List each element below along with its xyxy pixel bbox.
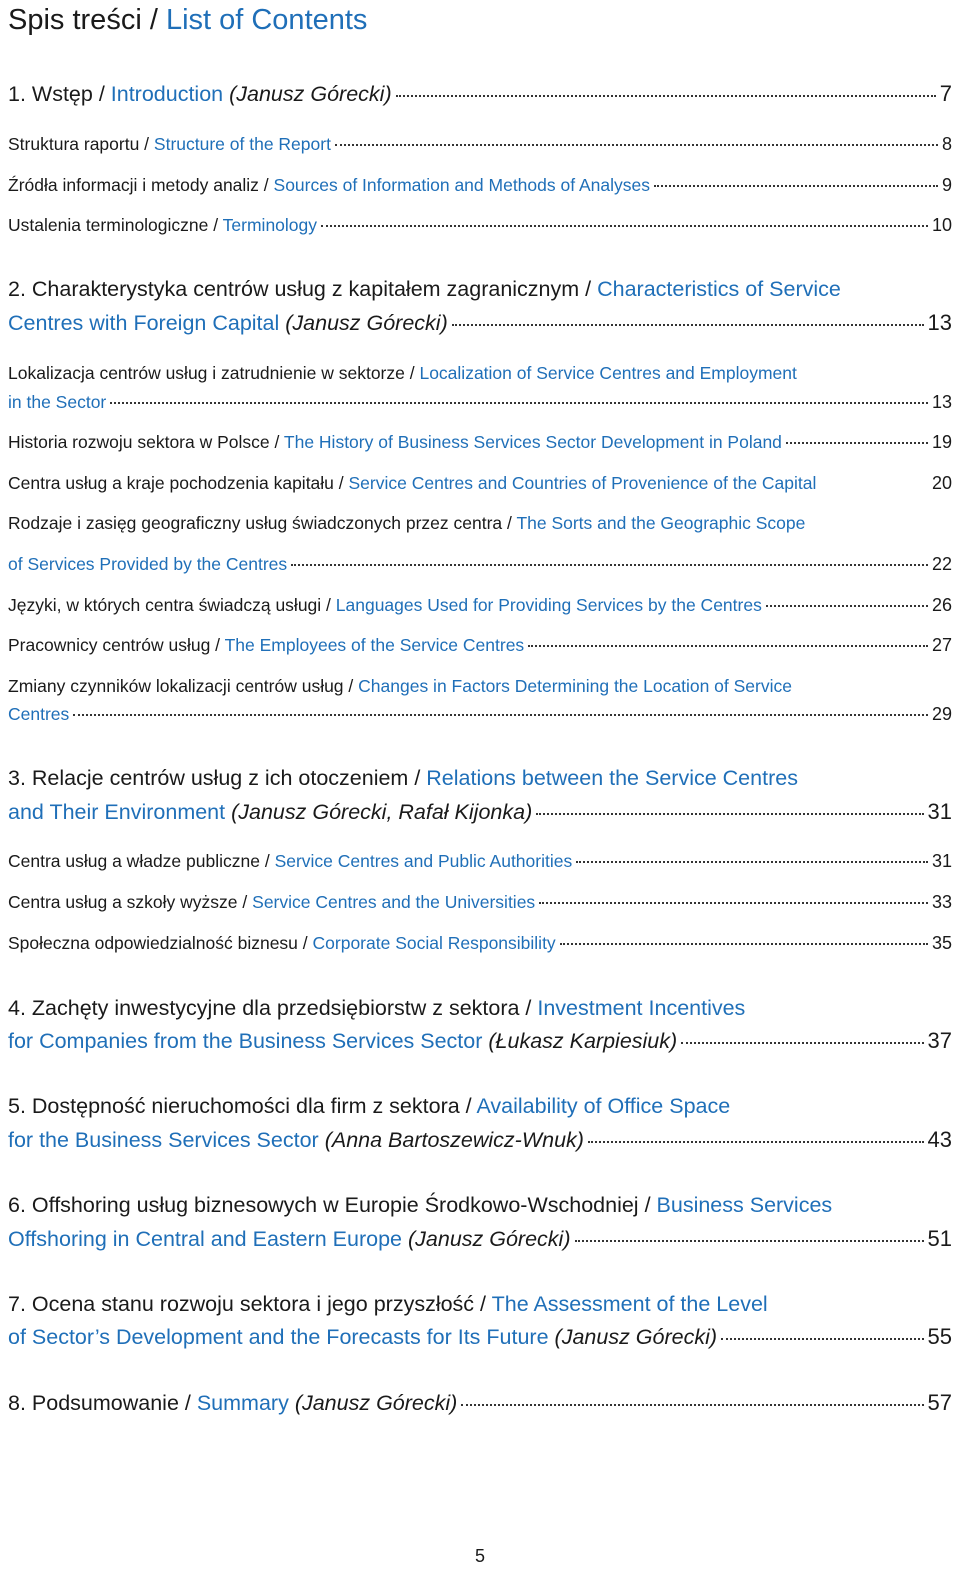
entry-title-en: The History of Business Services Sector Development in Poland: [283, 432, 782, 452]
entry-title-en: Investment Incentives: [537, 996, 746, 1020]
toc-section-sorts-line-1[interactable]: [8, 509, 952, 537]
entry-author: (Łukasz Karpiesiuk): [488, 1029, 678, 1053]
entry-title-pl: Źródła informacji i metody analiz: [8, 175, 259, 195]
entry-separator: /: [459, 1094, 477, 1118]
toc-section-factors-line-2[interactable]: [8, 700, 952, 728]
entry-title-en-cont: Offshoring in Central and Eastern Europe: [8, 1227, 403, 1251]
entry-page-number: 8: [941, 134, 952, 154]
entry-author: (Anna Bartoszewicz-Wnuk): [324, 1128, 584, 1152]
entry-separator: /: [321, 595, 336, 615]
toc-section-employees[interactable]: [8, 631, 952, 659]
toc-chapter-7-line-1[interactable]: [8, 1288, 952, 1321]
entry-separator: /: [237, 892, 253, 912]
toc-chapter-1[interactable]: [8, 77, 952, 111]
entry-title-en: Characteristics of Service: [597, 277, 841, 301]
toc-section-localization-line-1[interactable]: [8, 359, 952, 387]
entry-author: (Janusz Górecki): [285, 311, 448, 335]
entry-separator: /: [210, 635, 225, 655]
entry-page-number: 31: [927, 799, 952, 824]
entry-title-pl: Centra usług a szkoły wyższe: [8, 892, 238, 912]
page-number: 5: [474, 1546, 485, 1566]
dot-leader: [820, 483, 928, 485]
dot-leader: [575, 1240, 924, 1242]
toc-chapter-6-line-1[interactable]: [8, 1189, 952, 1222]
entry-separator: /: [474, 1292, 492, 1316]
entry-separator: /: [343, 676, 359, 696]
entry-page-number: 33: [931, 892, 952, 912]
entry-author: (Janusz Górecki): [294, 1391, 458, 1415]
entry-separator: /: [502, 513, 517, 533]
entry-separator: /: [333, 473, 349, 493]
dot-leader: [461, 1404, 923, 1406]
dot-leader: [721, 1338, 923, 1340]
entry-page-number: 31: [931, 851, 952, 871]
toc-section-languages[interactable]: [8, 591, 952, 619]
entry-title-pl: Lokalizacja centrów usług i zatrudnienie w sektorze: [8, 363, 405, 383]
entry-title-en: Service Centres and Public Authorities: [274, 851, 573, 871]
entry-title-pl: Języki, w których centra świadczą usługi: [8, 595, 322, 615]
title-separator: /: [141, 4, 166, 36]
toc-chapter-8[interactable]: [8, 1386, 952, 1420]
entry-title-en: The Sorts and the Geographic Scope: [516, 513, 806, 533]
toc-section-terminology[interactable]: [8, 211, 952, 239]
toc-section-sorts-line-2[interactable]: [8, 550, 952, 578]
entry-title-en-cont: Centres: [8, 704, 70, 724]
toc-chapter-3-line-2[interactable]: [8, 795, 952, 829]
entry-title-pl: 6. Offshoring usług biznesowych w Europie Środkowo-Wschodniej: [8, 1193, 639, 1217]
dot-leader: [681, 1042, 923, 1044]
title-pl: Spis treści: [8, 4, 142, 36]
dot-leader: [335, 144, 938, 146]
entry-title-pl: Centra usług a kraje pochodzenia kapitału: [8, 473, 334, 493]
entry-page-number: 10: [931, 215, 952, 235]
entry-title-pl: 7. Ocena stanu rozwoju sektora i jego przyszłość: [8, 1292, 475, 1316]
toc-chapter-5-line-1[interactable]: [8, 1090, 952, 1123]
entry-title-en: Corporate Social Responsibility: [312, 933, 556, 953]
entry-separator: /: [638, 1193, 657, 1217]
entry-title-pl: Centra usług a władze publiczne: [8, 851, 260, 871]
entry-title-en: Service Centres and Countries of Provenience of the Capital: [348, 473, 817, 493]
entry-separator: /: [404, 363, 420, 383]
entry-author: (Janusz Górecki, Rafał Kijonka): [231, 800, 533, 824]
entry-title-en-cont: for Companies from the Business Services Sector: [8, 1029, 483, 1053]
entry-title-en-cont: of Services Provided by the Centres: [8, 554, 288, 574]
entry-title-en: Localization of Service Centres and Employment: [419, 363, 797, 383]
entry-author: (Janusz Górecki): [229, 82, 392, 106]
entry-separator: /: [579, 277, 598, 301]
entry-title-en: Business Services: [656, 1193, 833, 1217]
entry-page-number: 22: [931, 554, 952, 574]
toc-section-public-authorities[interactable]: [8, 847, 952, 875]
entry-title-pl: Pracownicy centrów usług: [8, 635, 211, 655]
page-title: [8, 2, 367, 38]
entry-title-pl: Ustalenia terminologiczne: [8, 215, 209, 235]
entry-page-number: 7: [939, 81, 952, 106]
entry-page-number: 9: [941, 175, 952, 195]
entry-separator: /: [259, 851, 275, 871]
entry-separator: /: [178, 1391, 197, 1415]
toc-chapter-6-line-2[interactable]: [8, 1222, 952, 1256]
toc-chapter-5-line-2[interactable]: [8, 1123, 952, 1157]
entry-title-en: Introduction: [110, 82, 224, 106]
entry-author: (Janusz Górecki): [408, 1227, 571, 1251]
toc-section-universities[interactable]: [8, 888, 952, 916]
entry-separator: /: [408, 766, 427, 790]
entry-title-en-cont: and Their Environment: [8, 800, 226, 824]
entry-page-number: 13: [927, 310, 952, 335]
entry-page-number: 37: [927, 1028, 952, 1053]
entry-title-pl: 2. Charakterystyka centrów usług z kapitałem zagranicznym: [8, 277, 580, 301]
entry-title-pl: Zmiany czynników lokalizacji centrów usług: [8, 676, 344, 696]
dot-leader: [452, 324, 924, 326]
entry-separator: /: [297, 933, 313, 953]
toc-section-csr[interactable]: [8, 929, 952, 957]
toc-chapter-7-line-2[interactable]: [8, 1320, 952, 1354]
entry-page-number: 35: [931, 933, 952, 953]
dot-leader: [588, 1141, 924, 1143]
entry-title-pl: Społeczna odpowiedzialność biznesu: [8, 933, 298, 953]
entry-title-en-cont: in the Sector: [8, 392, 107, 412]
entry-title-en-cont: Centres with Foreign Capital: [8, 311, 280, 335]
entry-page-number: 19: [931, 432, 952, 452]
toc-chapter-4-line-1[interactable]: [8, 992, 952, 1025]
entry-page-number: 27: [931, 635, 952, 655]
entry-title-en: Languages Used for Providing Services by the Centres: [335, 595, 762, 615]
toc-section-factors-line-1[interactable]: [8, 672, 952, 700]
dot-leader: [536, 813, 923, 815]
entry-title-en-cont: of Sector’s Development and the Forecasts for Its Future: [8, 1325, 549, 1349]
entry-page-number: 29: [931, 704, 952, 724]
dot-leader: [576, 861, 928, 863]
entry-separator: /: [208, 215, 223, 235]
toc-chapter-4-line-2[interactable]: [8, 1024, 952, 1058]
entry-page-number: 20: [931, 473, 952, 493]
dot-leader: [766, 605, 928, 607]
entry-title-en: The Assessment of the Level: [491, 1292, 768, 1316]
entry-page-number: 57: [927, 1390, 952, 1415]
entry-title-en: Terminology: [222, 215, 318, 235]
entry-page-number: 26: [931, 595, 952, 615]
dot-leader: [73, 714, 928, 716]
dot-leader: [321, 225, 928, 227]
toc-section-history[interactable]: [8, 428, 952, 456]
entry-title-pl: 8. Podsumowanie: [8, 1391, 179, 1415]
entry-title-pl: 5. Dostępność nieruchomości dla firm z sektora: [8, 1094, 460, 1118]
entry-title-en: Changes in Factors Determining the Location of Service: [358, 676, 792, 696]
entry-title-en: Structure of the Report: [153, 134, 331, 154]
dot-leader: [654, 185, 938, 187]
entry-separator: /: [258, 175, 274, 195]
toc-section-sources[interactable]: [8, 171, 952, 199]
dot-leader: [396, 95, 936, 97]
entry-title-en: Service Centres and the Universities: [252, 892, 536, 912]
entry-separator: /: [269, 432, 284, 452]
entry-title-pl: Rodzaje i zasięg geograficzny usług świadczonych przez centra: [8, 513, 503, 533]
entry-title-en: Availability of Office Space: [476, 1094, 731, 1118]
entry-title-pl: 3. Relacje centrów usług z ich otoczeniem: [8, 766, 409, 790]
entry-title-en: The Employees of the Service Centres: [224, 635, 525, 655]
entry-separator: /: [519, 996, 538, 1020]
dot-leader: [560, 943, 928, 945]
dot-leader: [528, 645, 928, 647]
entry-page-number: 43: [927, 1127, 952, 1152]
toc-section-structure[interactable]: [8, 130, 952, 158]
dot-leader: [786, 442, 928, 444]
entry-title-en: Relations between the Service Centres: [426, 766, 798, 790]
entry-title-pl: Historia rozwoju sektora w Polsce: [8, 432, 270, 452]
entry-separator: /: [139, 134, 154, 154]
entry-title-pl: 1. Wstęp: [8, 82, 93, 106]
entry-title-en: Sources of Information and Methods of Analyses: [273, 175, 650, 195]
dot-leader: [110, 402, 928, 404]
toc-chapter-2-line-2[interactable]: [8, 306, 952, 340]
entry-page-number: 55: [927, 1324, 952, 1349]
entry-title-en-cont: for the Business Services Sector: [8, 1128, 319, 1152]
toc-chapter-3-line-1[interactable]: [8, 762, 952, 795]
entry-page-number: 13: [931, 392, 952, 412]
entry-page-number: 51: [927, 1226, 952, 1251]
toc-chapter-2-line-1[interactable]: [8, 273, 952, 306]
entry-title-en: Summary: [196, 1391, 289, 1415]
toc-section-countries[interactable]: [8, 469, 952, 497]
entry-title-pl: Struktura raportu: [8, 134, 140, 154]
entry-author: (Janusz Górecki): [554, 1325, 718, 1349]
toc-section-localization-line-2[interactable]: [8, 388, 952, 416]
dot-leader: [539, 902, 928, 904]
entry-separator: /: [92, 82, 111, 106]
dot-leader: [291, 564, 928, 566]
entry-title-pl: 4. Zachęty inwestycyjne dla przedsiębiorstw z sektora: [8, 996, 520, 1020]
title-en: List of Contents: [165, 4, 368, 36]
